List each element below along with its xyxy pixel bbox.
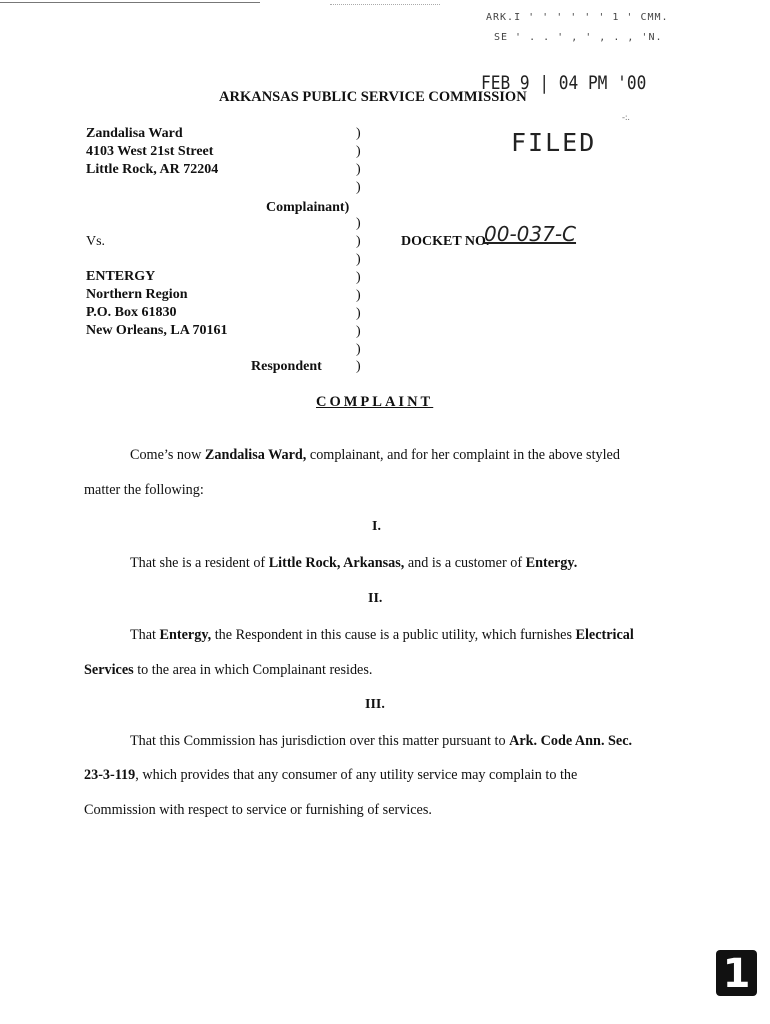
paren-5: )	[356, 216, 361, 231]
section-ii-line-1	[84, 627, 670, 644]
paren-4: )	[356, 180, 361, 195]
complainant-street: 4103 West 21st Street	[86, 144, 214, 159]
top-dotted-line	[330, 4, 440, 5]
intro-line-2: matter the following:	[84, 482, 204, 498]
paren-2: )	[356, 144, 361, 159]
section-ii-mid: the Respondent in this cause is a public utility, which furnishes	[211, 627, 576, 643]
paren-10: )	[356, 306, 361, 321]
section-ii-pre: That	[130, 627, 160, 643]
paren-1: )	[356, 126, 361, 141]
section-iii-line2-rest: , which provides that any consumer of any utility service may complain to the	[135, 767, 578, 783]
complainant-role: Complainant)	[266, 200, 350, 215]
section-iii-code: Ark. Code Ann. Sec.	[509, 733, 633, 749]
faint-stamp-line-1: ARK.I ' ' ' ' ' ' 1 ' CMM.	[486, 12, 669, 23]
section-i-text	[84, 555, 670, 572]
respondent-box: P.O. Box 61830	[86, 305, 177, 320]
respondent-region: Northern Region	[86, 287, 188, 302]
section-ii-entity: Entergy,	[159, 627, 212, 643]
docket-label: DOCKET NO.	[401, 234, 490, 249]
section-i-entity: Entergy.	[525, 555, 578, 571]
intro-pre: Come’s now	[130, 447, 205, 463]
section-ii-service: Electrical	[575, 627, 634, 643]
paren-12: )	[356, 342, 361, 357]
section-iii-line-3: Commission with respect to service or furnishing of services.	[84, 802, 432, 818]
section-iii-line-1	[84, 733, 670, 750]
section-iii-line-2	[84, 767, 670, 784]
section-iii-pre: That this Commission has jurisdiction over this matter pursuant to	[130, 733, 510, 749]
section-i-mid: and is a customer of	[404, 555, 526, 571]
faint-stamp-line-2: SE ' . . ' , ' , . , 'N.	[494, 32, 663, 43]
complaint-heading: COMPLAINT	[316, 394, 434, 410]
complainant-city: Little Rock, AR 72204	[86, 162, 219, 177]
filed-stamp: FILED	[511, 128, 597, 157]
paren-8: )	[356, 270, 361, 285]
respondent-name: ENTERGY	[86, 269, 156, 284]
respondent-city: New Orleans, LA 70161	[86, 323, 228, 338]
section-numeral-iii: III.	[365, 697, 385, 712]
paren-9: )	[356, 288, 361, 303]
document-title: ARKANSAS PUBLIC SERVICE COMMISSION	[219, 89, 527, 105]
section-i-place: Little Rock, Arkansas,	[268, 555, 405, 571]
docket-number-handwritten: 00-037-C	[484, 222, 577, 246]
page-number-badge: 1	[716, 950, 757, 996]
section-ii-line2-bold: Services	[84, 662, 134, 678]
section-ii-line2-rest: to the area in which Complainant resides.	[133, 662, 373, 678]
paren-11: )	[356, 324, 361, 339]
margin-mark: -:.	[622, 112, 630, 122]
date-stamp: FEB 9 | 04 PM '00	[481, 72, 647, 94]
section-iii-line2-bold: 23-3-119	[84, 767, 136, 783]
paren-6: )	[356, 234, 361, 249]
section-numeral-ii: II.	[368, 591, 383, 606]
intro-post: complainant, and for her complaint in the above styled	[306, 447, 620, 463]
top-border-line	[0, 2, 260, 3]
section-i-pre: That she is a resident of	[130, 555, 269, 571]
versus-label: Vs.	[86, 234, 106, 249]
complainant-name: Zandalisa Ward	[86, 126, 183, 141]
intro-name: Zandalisa Ward,	[204, 447, 307, 463]
respondent-role: Respondent	[251, 359, 322, 374]
section-numeral-i: I.	[372, 519, 381, 534]
paren-7: )	[356, 252, 361, 267]
section-ii-line-2	[84, 662, 670, 679]
intro-line-1	[84, 447, 670, 464]
paren-13: )	[356, 359, 361, 374]
paren-3: )	[356, 162, 361, 177]
